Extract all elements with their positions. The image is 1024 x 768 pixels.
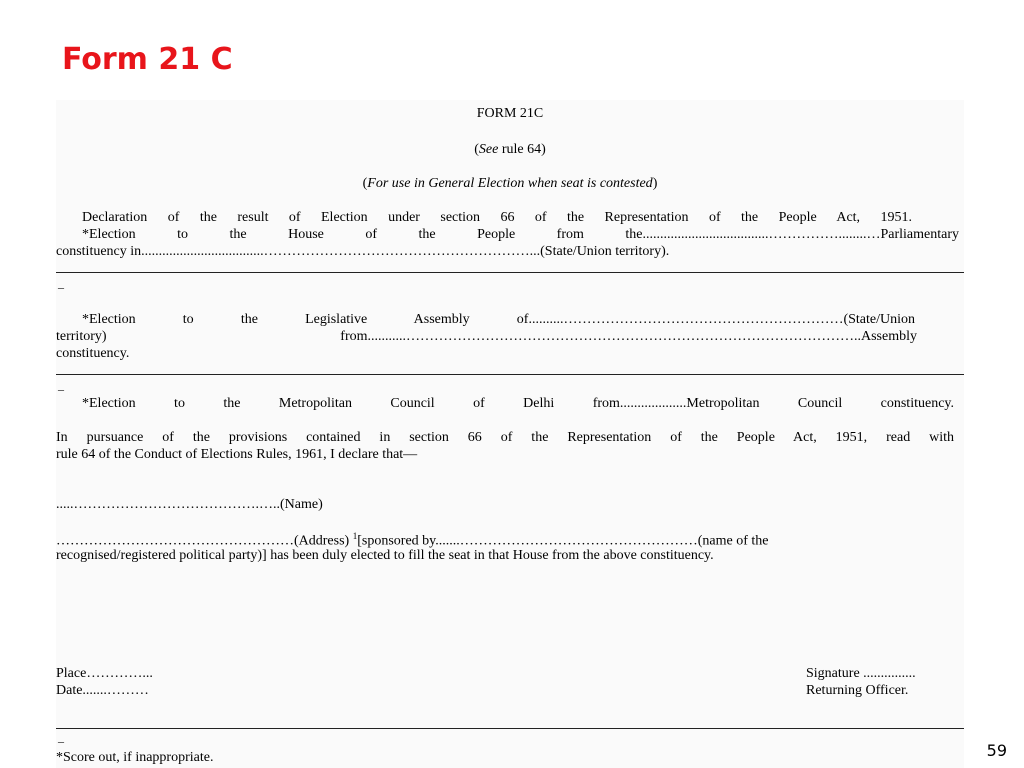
usage-text: For use in General Election when seat is contested: [367, 176, 653, 191]
parliament-election-line: *Election to the House of the People from the....................................……………........…Parliamentary: [82, 227, 959, 242]
rule-reference: [56, 142, 964, 158]
separator-dash: _: [58, 378, 64, 392]
assembly-territory-line: territory) from...........……………………………………………………………………………………..Assembly: [56, 329, 917, 344]
declaration-line: Declaration of the result of Election under section 66 of the Representation of the People Act, 1951.: [82, 210, 912, 225]
signature-field: Signature ...............: [806, 666, 916, 681]
assembly-constituency-line: constituency.: [56, 346, 130, 361]
pursuance-line: In pursuance of the provisions contained in section 66 of the Representation of the People Act, 1951, read with: [56, 430, 954, 445]
form-heading: FORM 21C: [476, 106, 544, 121]
separator-line: [56, 374, 964, 375]
usage-note: (For use in General Election when seat is contested): [362, 176, 658, 191]
rule-ref-see: See: [478, 142, 499, 157]
address-text: ……………………………………………(Address): [56, 533, 353, 549]
assembly-election-line: *Election to the Legislative Assembly of..........……………………………………………………(State/Union: [82, 312, 915, 327]
date-field: Date.......………: [56, 683, 149, 698]
place-field: Place…………...: [56, 666, 153, 681]
separator-line: [56, 728, 964, 729]
rule-ref-rest: rule 64): [498, 142, 546, 157]
separator-dash: _: [58, 276, 64, 290]
page-number: 59: [986, 741, 1007, 760]
pursuance-line-2: rule 64 of the Conduct of Elections Rules, 1961, I declare that—: [56, 447, 418, 462]
address-line: [56, 531, 769, 550]
returning-officer-label: Returning Officer.: [806, 683, 909, 698]
sponsored-text: [sponsored by.......……………………………………………(name of the: [357, 533, 769, 549]
footnote: *Score out, if inappropriate.: [56, 750, 214, 765]
footnote-marker: 1: [352, 531, 358, 541]
separator-dash: _: [58, 730, 64, 744]
elected-line: recognised/registered political party)] has been duly elected to fill the seat in that House from the above constituency.: [56, 548, 714, 563]
name-field-line: .....………………………………….…..(Name): [56, 497, 323, 512]
metropolitan-election-line: *Election to the Metropolitan Council of Delhi from...................Metropolitan Council constituency.: [82, 396, 954, 411]
form-21c-document: [56, 100, 964, 768]
separator-line: [56, 272, 964, 273]
rule-ref-open: (: [474, 142, 479, 157]
slide-title: Form 21 C: [62, 42, 233, 77]
parliament-constituency-line: constituency in...................................…………………………………………………...(State/Union territory).: [56, 244, 670, 259]
